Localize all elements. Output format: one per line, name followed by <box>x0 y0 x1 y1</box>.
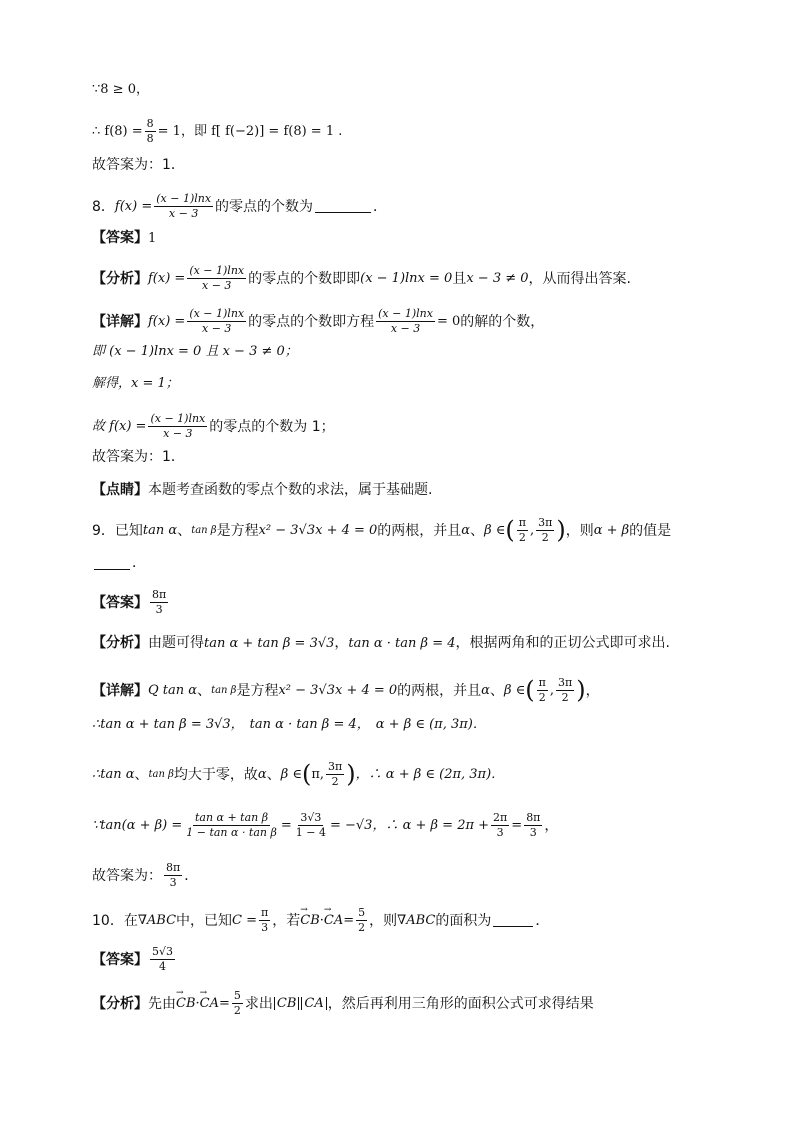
question-8: 8． f(x) = $\frac{(x - 1)\ln x}{x - 3}$ 的零点的个数为 ． <box>92 192 388 221</box>
line-answer-1: 故答案为：1． <box>92 157 185 173</box>
fraction-x-lnx: $\frac{(x - 1)\ln x}{x - 3}$ <box>378 307 433 336</box>
answer-blank <box>94 557 130 570</box>
q10-analysis: 【分析】 先由 → CB · → CA = $\frac{5}{2}$ 求出 CB CA ，然后再利用三角形的面积公式可求得结果 <box>92 990 754 1017</box>
q8-final-answer: 故答案为：1． <box>92 449 185 465</box>
q9-detail: 【详解】 Q tan α 、 tan β 是方程 x² − 3√3x + 4 = 0 的两根，并且 α 、 β ∈ ( $\frac{\pi}{2}$ , $\frac{3\pi}{2}$ ) ， <box>92 676 600 705</box>
q9-analysis: 【分析】 由题可得 tan α + tan β = 3√3 ， tan α · tan β = 4 ，根据两角和的正切公式即可求出. <box>92 635 670 651</box>
q8-analysis: 【分析】 f(x) = $\frac{(x - 1)\ln x}{x - 3}$ 的零点的个数即即 (x − 1)lnx = 0 且 x − 3 ≠ 0 ，从而得出答案. <box>92 264 631 293</box>
fraction-x-lnx: $\frac{(x - 1)\ln x}{x - 3}$ <box>189 307 245 336</box>
question-9: 9．已知 tan α 、 tan β 是方程 x² − 3√3x + 4 = 0 的两根，并且 α 、 β ∈ ( $\frac{\pi}{2}$ , $\frac{3\pi}{2}$ ) ，则 α + β 的值是 <box>92 516 672 545</box>
q8-line-solve: 解得，x = 1； <box>92 376 179 391</box>
question-10: 10．在 ∇ABC 中，已知 C = $\frac{\pi}{3}$ ，若 → CB · → CA = $\frac{5}{2}$ ，则 ∇ABC 的面积为 ． <box>92 907 754 934</box>
q8-line-conclusion: 故 f(x) = $\frac{(x - 1)\ln x}{x - 3}$ 的零点的个数为 1； <box>92 412 335 441</box>
fraction-8-over-8: $\frac{8}{8}$ <box>146 117 154 146</box>
fraction-x-lnx: $\frac{(x - 1)\ln x}{x - 3}$ <box>156 192 212 221</box>
q8-line-condition: 即 (x − 1)lnx = 0 且 x − 3 ≠ 0； <box>92 344 298 359</box>
line-f8-result: ∴ f(8) = $\frac{8}{8}$ = 1，即 f[ f(−2)] = f(8) = 1 . <box>92 117 343 146</box>
q8-answer: 【答案】 1 <box>92 230 157 246</box>
q10-answer: 【答案】 $\frac{5√3}{4}$ <box>92 945 174 974</box>
q9-answer: 【答案】 $\frac{8\pi}{3}$ <box>92 588 167 617</box>
fraction-5root3-over-4: $\frac{5√3}{4}$ <box>152 945 174 974</box>
q8-detail: 【详解】 f(x) = $\frac{(x - 1)\ln x}{x - 3}$ 的零点的个数即方程 $\frac{(x - 1)\ln x}{x - 3}$ = 0 的解的个数， <box>92 307 545 336</box>
q9-line-sum-product: ∴tan α + tan β = 3√3， tan α · tan β = 4， α + β ∈ (π, 3π)． <box>92 717 486 732</box>
fraction-x-lnx: $\frac{(x - 1)\ln x}{x - 3}$ <box>150 412 206 441</box>
q9-final-answer: 故答案为： $\frac{8\pi}{3}$ ． <box>92 861 199 890</box>
q9-line-positive: ∴tan α 、 tan β 均大于零，故 α 、 β ∈ ( π, $\frac{3\pi}{2}$ ) ，∴ α + β ∈ (2π, 3π)． <box>92 760 505 789</box>
line-since-8-ge-0: ∵8 ≥ 0， <box>92 82 149 97</box>
fraction-x-lnx: $\frac{(x - 1)\ln x}{x - 3}$ <box>189 264 245 293</box>
fraction-8pi-over-3: $\frac{8\pi}{3}$ <box>152 588 167 617</box>
q9-line-tan-sum: ∵tan(α + β) = $\frac{\text{tan α + tan β}}{\text{1 − tan α · tan β}}$ = $\frac{3√3}{1 - 4}$ = −√3，∴ α + β = 2π + $\frac{2\pi}{3}$ = $\frac{8\pi}{3}$ ， <box>92 811 559 840</box>
q9-blank-line: ． <box>92 556 754 570</box>
q8-comment: 【点睛】 本题考查函数的零点个数的求法，属于基础题. <box>92 482 433 498</box>
answer-blank <box>315 200 371 213</box>
answer-blank <box>493 914 533 927</box>
